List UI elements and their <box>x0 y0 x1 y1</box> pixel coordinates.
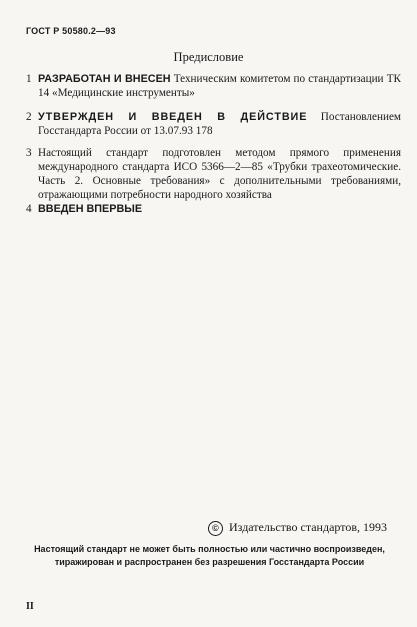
item-body <box>38 72 401 100</box>
list-item <box>26 72 401 100</box>
item-body <box>38 110 401 138</box>
list-item <box>26 146 401 202</box>
copyright-line <box>208 520 387 536</box>
list-item <box>26 110 401 138</box>
reproduction-notice <box>26 543 393 568</box>
item-lead: РАЗРАБОТАН И ВНЕСЕН <box>38 73 171 85</box>
item-number: 4 <box>26 203 32 215</box>
item-body <box>38 202 401 216</box>
item-text: Настоящий стандарт подготовлен методом прямого применения международного стандарта ИСО 5366—2—85 «Трубки трахеотомические. Часть 2. Основные требования» с дополнительными требованиями, отражающими потребности народного хозяйства <box>38 147 401 201</box>
item-lead: ВВЕДЕН ВПЕРВЫЕ <box>38 203 143 215</box>
page-number: II <box>26 601 34 612</box>
item-number: 1 <box>26 73 32 85</box>
item-lead: УТВЕРЖДЕН И ВВЕДЕН В ДЕЙСТВИЕ <box>38 111 308 123</box>
copyright-text: Издательство стандартов, 1993 <box>229 520 387 534</box>
notice-line: тиражирован и распространен без разрешения Госстандарта России <box>54 556 365 567</box>
list-item <box>26 202 401 216</box>
item-number: 3 <box>26 147 32 159</box>
page-title: Предисловие <box>173 50 244 64</box>
copyright-icon: © <box>208 521 223 536</box>
item-text: Постановлением Госстандарта России от 13.07.93 178 <box>38 111 401 137</box>
standard-code: ГОСТ Р 50580.2—93 <box>26 26 116 36</box>
notice-line: Настоящий стандарт не может быть полностью или частично воспроизведен, <box>34 544 385 554</box>
item-number: 2 <box>26 111 32 123</box>
item-body <box>38 146 401 202</box>
item-text: Техническим комитетом по стандартизации ТК 14 «Медицинские инструменты» <box>38 73 401 99</box>
